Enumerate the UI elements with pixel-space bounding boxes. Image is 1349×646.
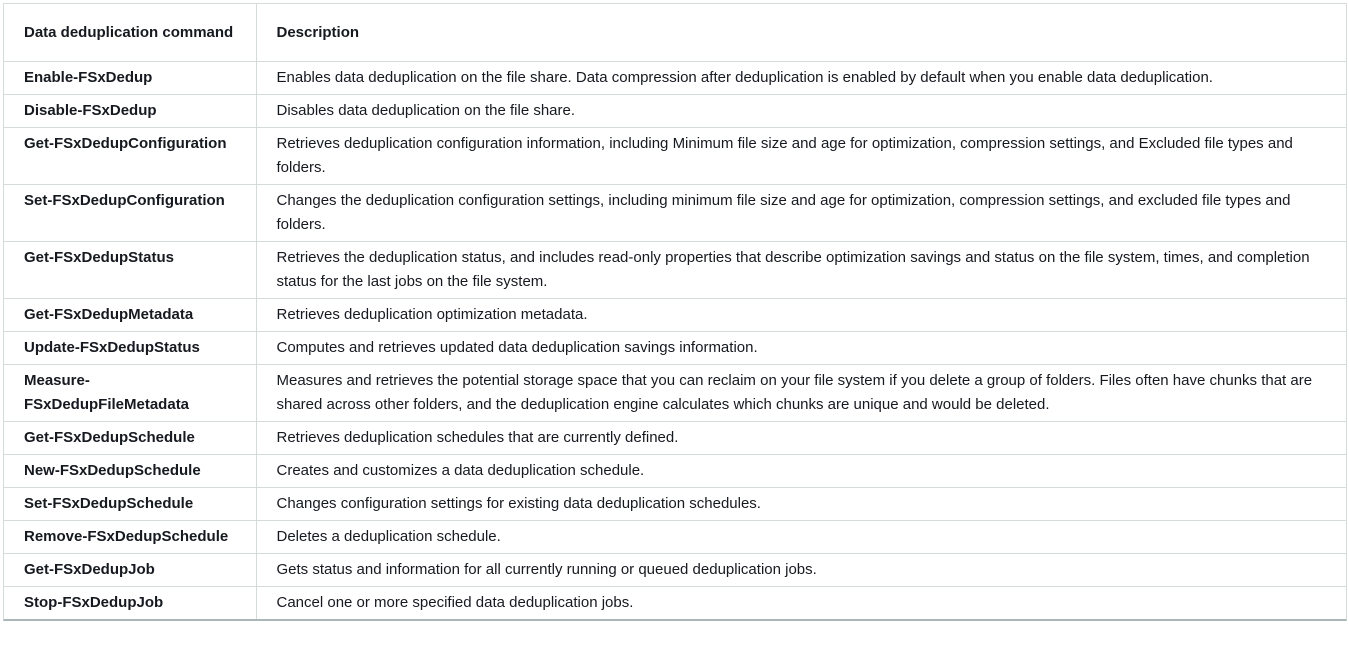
description-cell: Gets status and information for all currently running or queued deduplication jobs. — [256, 554, 1346, 587]
description-cell: Retrieves deduplication configuration information, including Minimum file size and age for optimization, compression settings, and Excluded file types and folders. — [256, 128, 1346, 185]
command-cell: Get-FSxDedupConfiguration — [4, 128, 256, 185]
description-cell: Retrieves deduplication optimization metadata. — [256, 299, 1346, 332]
table-row — [4, 488, 1346, 521]
table-row — [4, 62, 1346, 95]
description-cell: Enables data deduplication on the file share. Data compression after deduplication is enabled by default when you enable data deduplication. — [256, 62, 1346, 95]
description-cell: Computes and retrieves updated data deduplication savings information. — [256, 332, 1346, 365]
table-row — [4, 521, 1346, 554]
command-cell: Set-FSxDedupConfiguration — [4, 185, 256, 242]
table-row — [4, 128, 1346, 185]
description-cell: Cancel one or more specified data deduplication jobs. — [256, 587, 1346, 620]
description-cell: Changes the deduplication configuration settings, including minimum file size and age for optimization, compression settings, and excluded file types and folders. — [256, 185, 1346, 242]
table-row — [4, 185, 1346, 242]
command-cell: Remove-FSxDedupSchedule — [4, 521, 256, 554]
command-cell: Enable-FSxDedup — [4, 62, 256, 95]
command-cell: Update-FSxDedupStatus — [4, 332, 256, 365]
table-row — [4, 422, 1346, 455]
command-cell: Stop-FSxDedupJob — [24, 594, 164, 611]
table-row — [4, 299, 1346, 332]
command-cell: Set-FSxDedupSchedule — [4, 488, 256, 521]
commands-table — [4, 4, 1346, 619]
description-cell: Deletes a deduplication schedule. — [256, 521, 1346, 554]
table-row — [4, 242, 1346, 299]
table-row — [4, 332, 1346, 365]
description-cell: Disables data deduplication on the file share. — [256, 95, 1346, 128]
table-row — [4, 365, 1346, 422]
command-cell: Get-FSxDedupJob — [4, 554, 256, 587]
command-cell: Get-FSxDedupMetadata — [4, 299, 256, 332]
header-command: Data deduplication command — [4, 4, 256, 62]
command-cell: Measure-FSxDedupFileMetadata — [4, 365, 256, 422]
description-cell: Retrieves deduplication schedules that are currently defined. — [256, 422, 1346, 455]
description-cell: Measures and retrieves the potential storage space that you can reclaim on your file system if you delete a group of folders. Files often have chunks that are shared across other folders, and the deduplication engine calculates which chunks are unique and would be deleted. — [256, 365, 1346, 422]
command-cell: Get-FSxDedupSchedule — [4, 422, 256, 455]
description-cell: Changes configuration settings for existing data deduplication schedules. — [256, 488, 1346, 521]
description-cell: Retrieves the deduplication status, and includes read-only properties that describe optimization savings and status on the file system, times, and completion status for the last jobs on the file system. — [256, 242, 1346, 299]
command-cell: New-FSxDedupSchedule — [4, 455, 256, 488]
description-cell: Creates and customizes a data deduplication schedule. — [256, 455, 1346, 488]
table-row — [4, 95, 1346, 128]
table-header-row — [4, 4, 1346, 62]
header-description: Description — [256, 4, 1346, 62]
table-row — [4, 587, 1346, 620]
command-cell: Get-FSxDedupStatus — [4, 242, 256, 299]
table-row — [4, 455, 1346, 488]
command-cell: Disable-FSxDedup — [4, 95, 256, 128]
table-row — [4, 554, 1346, 587]
dedup-commands-table — [3, 3, 1347, 621]
